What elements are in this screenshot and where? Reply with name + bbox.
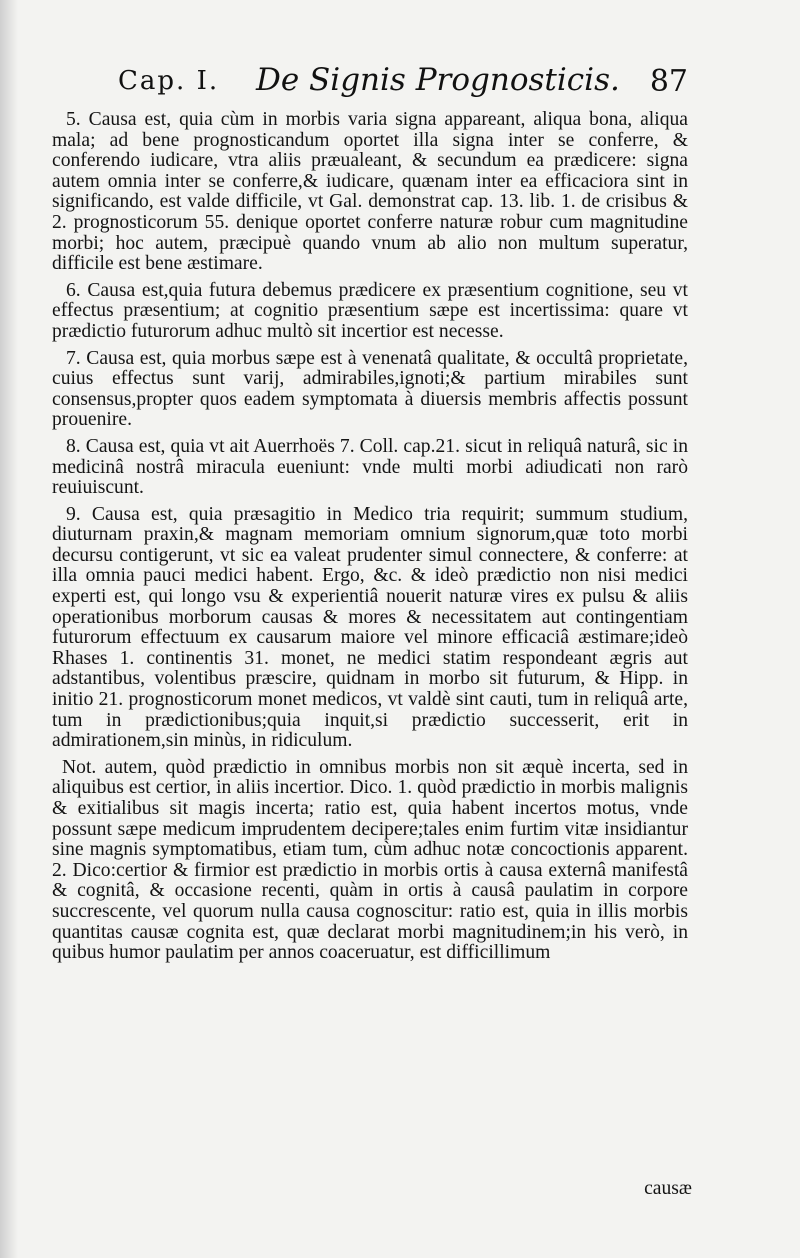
- paragraph-6: 6. Causa est,quia futura debemus prædicere ex præsentium cognitione, seu vt effectus præsentium; at cognitio præsentium sæpe est incertissima: quare vt prædictio futurorum adhuc multò sit incertior est necesse.: [52, 279, 688, 342]
- paragraph-5: 5. Causa est, quia cùm in morbis varia signa appareant, aliqua bona, aliqua mala; ad bene prognosticandum oportet illa signa inter se conferre, & conferendo iudicare, vtra aliis præualeant, & secundum ea prædicere: signa autem omnia inter se conferre,& iudicare, quænam inter ea efficaciora sint in significando, est valde difficile, vt Gal. demonstrat cap. 13. lib. 1. de crisibus & 2. prognosticorum 55. denique oportet conferre naturæ robur cum magnitudine morbi; hoc autem, præcipuè quando vnum ab alio non multum superatur, difficile est bene æstimare.: [52, 109, 688, 275]
- paragraph-note: Not. autem, quòd prædictio in omnibus morbis non sit æquè incerta, sed in aliquibus est certior, in aliis incertior. Dico. 1. quòd prædictio in morbis malignis & exitialibus sit magis incerta; ratio est, quia habent incertos motus, vnde possunt sæpe medicum imprudentem decipere;tales enim furtim vitæ insidiantur sine magnis symptomatibus, etiam tum, cùm adhuc notæ concoctionis apparent. 2. Dico:certior & firmior est prædictio in morbis ortis à causa externâ manifestâ & cognitâ, & occasione recenti, quàm in ortis à causâ paulatim in corpore succrescente, vel quorum nulla causa cognoscitur: ratio est, quia in illis morbis quantitas causæ cognita est, quæ declarat morbi magnitudinem;in his verò, in quibus humor paulatim per annos coaceruatur, est difficillimum: [52, 756, 688, 964]
- paragraph-8: 8. Causa est, quia vt ait Auerrhoës 7. Coll. cap.21. sicut in reliquâ naturâ, sic in medicinâ nostrâ miracula eueniunt: vnde multi morbi adiudicati non rarò reuiuiscunt.: [52, 435, 688, 499]
- paragraph-9: 9. Causa est, quia præsagitio in Medico tria requirit; summum studium, diuturnam praxin,& magnam memoriam omnium signorum,quæ toto morbi decursu contigerunt, vt sic ea valeat prudenter simul connectere, & conferre: at illa omnia pauci medici habent. Ergo, &c. & ideò prædictio non nisi medici experti est, qui longo vsu & experientiâ nouerit naturæ vires ex pulsu & aliis operationibus morborum causas & mores & necessitatem aut contingentiam futurorum effectuum ex causarum maiore vel minore efficaciâ æstimare;ideò Rhases 1. continentis 31. monet, ne medici statim respondeant ægris aut adstantibus, volentibus præscire, quidnam in morbo sit futurum, & Hipp. in initio 21. prognosticorum monet medicos, vt valdè sint cauti, tum in reliquâ arte, tum in prædictionibus;quia inquit,si prædictio successerit, erit in admirationem,sin minùs, in ridiculum.: [52, 503, 688, 752]
- catchword: causæ: [644, 1178, 692, 1199]
- page-title: De Signis Prognosticis.: [256, 62, 620, 98]
- paragraph-7: 7. Causa est, quia morbus sæpe est à venenatâ qualitate, & occultâ proprietate, cuius effectus sunt varij, admirabiles,ignoti;& partium mirabiles sunt consensus,propter quos eadem symptomata à diuersis membris affectis possunt prouenire.: [52, 347, 688, 431]
- gutter-shadow: [0, 0, 18, 1258]
- running-head: [118, 62, 688, 106]
- body-text: [52, 110, 688, 970]
- chapter-label: Cap. I.: [118, 66, 220, 96]
- page-number: 87: [649, 64, 688, 99]
